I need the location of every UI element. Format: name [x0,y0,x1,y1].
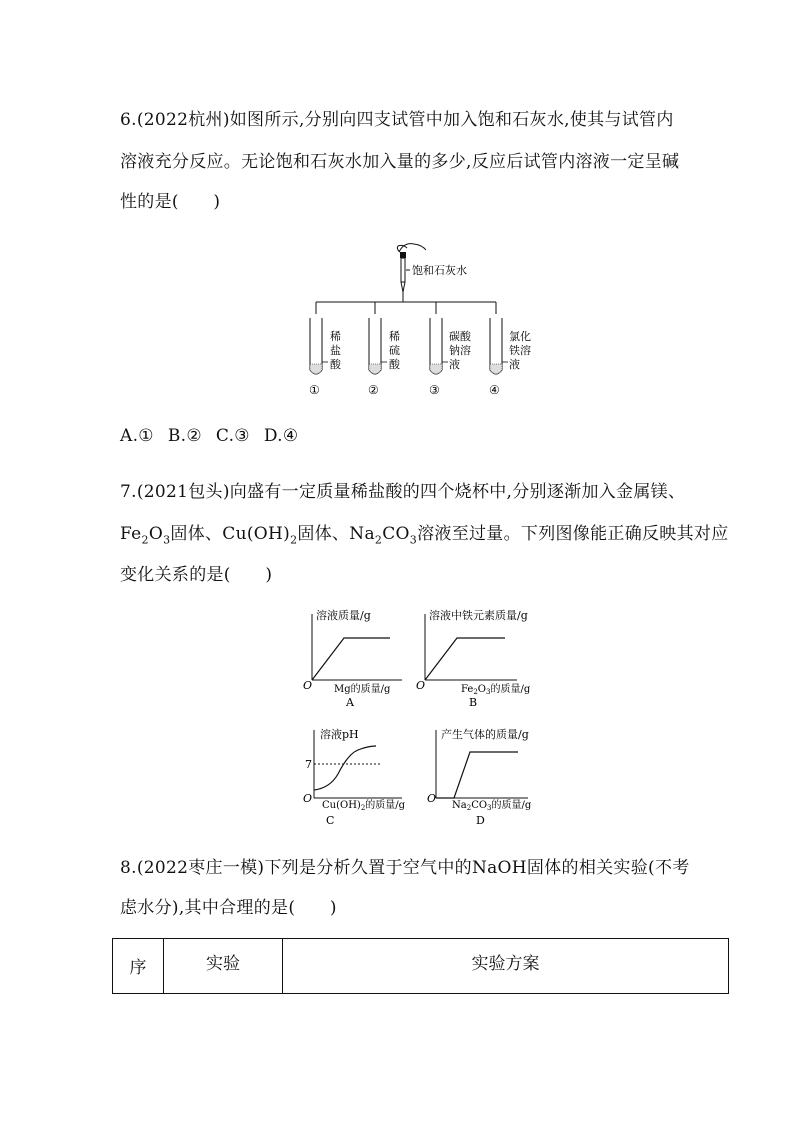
graph-a-xlabel: Mg的质量/g [334,684,391,695]
graph-c-xlabel: $Cu(OH)_2$的质量/g [322,800,406,812]
graph-a-origin: O [303,679,313,692]
table-header-row [113,939,729,994]
q7-line-1: 7.(2021包头)向盛有一定质量稀盐酸的四个烧杯中,分别逐渐加入金属镁、 [120,482,686,502]
q7-line-3: 变化关系的是( ) [120,565,273,585]
q7-line-2: $Fe_2O_3$固体、$Cu(OH)_2$固体、$Na_2CO_3$溶液至过量。下列图像能正确反映其对应 [120,524,729,547]
tube-3-label-2: 钠溶 [449,344,471,357]
tube-4-label-3: 液 [509,358,520,371]
test-tube-4 [490,318,508,374]
tube-2-number: ② [368,383,379,397]
option-b: B.② [167,426,202,446]
tube-4-label-2: 铁溶 [509,344,531,357]
graph-a-letter: A [346,696,354,709]
graph-b-origin: O [416,679,426,692]
graph-c [300,724,410,830]
header-plan: 实验方案 [283,939,729,994]
tube-2-label-2: 硫 [389,344,400,357]
graph-d-origin: O [427,792,437,805]
graph-a [300,604,410,710]
tube-3-label-3: 液 [449,358,460,371]
tube-4-number: ④ [489,383,500,397]
graph-a-ylabel: 溶液质量/g [316,609,371,622]
header-index: 序 [113,939,164,994]
tube-2-label-3: 酸 [389,358,400,371]
graph-d-xlabel: $Na_2CO_3$的质量/g [452,800,532,812]
tube-4-label-1: 氯化 [509,330,531,343]
graph-d-letter: D [476,814,485,827]
test-tube-3 [430,318,448,374]
option-a: A.① [120,426,154,446]
tube-1-label-1: 稀 [330,330,341,343]
graph-c-letter: C [326,814,335,827]
option-d: D.④ [263,426,299,446]
tube-1-number: ① [309,383,320,397]
tube-3-number: ③ [429,383,440,397]
dropper-label: 饱和石灰水 [412,264,467,277]
option-c: C.③ [215,426,250,446]
tube-1-label-3: 酸 [330,358,341,371]
tube-1-label-2: 盐 [330,344,341,357]
q6-figure [300,236,531,402]
experiment-table [112,938,729,994]
graph-b-xlabel: $Fe_2O_3$的质量/g [461,684,531,696]
tube-3-label-1: 碳酸 [449,330,471,343]
q6-line-2: 溶液充分反应。无论饱和石灰水加入量的多少,反应后试管内溶液一定呈碱 [120,152,680,172]
q8-line-1: 8.(2022枣庄一模)下列是分析久置于空气中的NaOH固体的相关实验(不考 [120,858,690,878]
graph-d-ylabel: 产生气体的质量/g [441,728,529,741]
q8-line-2: 虑水分),其中合理的是( ) [120,898,337,918]
tube-2-label-1: 稀 [389,330,400,343]
graph-d [424,724,548,830]
header-experiment: 实验 [164,939,283,994]
graph-c-ylabel: 溶液pH [320,728,359,741]
q6-line-3: 性的是( ) [120,192,221,212]
graph-c-tick-7: 7 [305,758,312,771]
test-tube-1 [310,318,328,374]
graph-c-origin: O [303,792,313,805]
graph-b [413,604,543,710]
test-tube-2 [369,318,387,374]
graph-b-ylabel: 溶液中铁元素质量/g [429,609,528,622]
graph-b-letter: B [469,696,478,709]
q6-line-1: 6.(2022杭州)如图所示,分别向四支试管中加入饱和石灰水,使其与试管内 [120,110,674,130]
q6-options [120,424,312,448]
